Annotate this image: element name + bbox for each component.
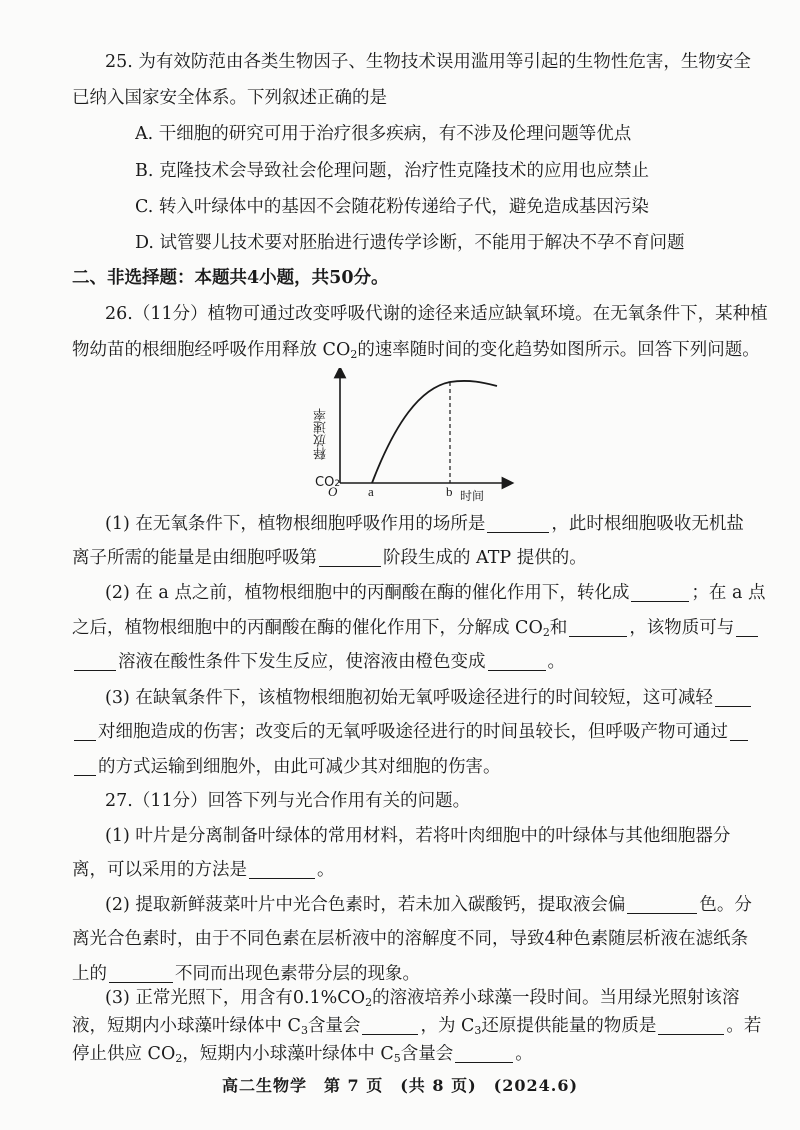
- subscript: 5: [393, 1052, 401, 1065]
- text: ，此时根细胞吸收无机盐: [551, 514, 744, 534]
- answer-blank[interactable]: [569, 618, 627, 637]
- subscript: 3: [474, 1024, 482, 1037]
- text: 不同而出现色素带分层的现象。: [175, 964, 420, 984]
- subscript: 3: [300, 1024, 308, 1037]
- text: 色。分: [699, 895, 752, 915]
- text: 对细胞造成的伤害；改变后的无氧呼吸途径进行的时间虽较长，但呼吸产物可通过: [98, 722, 728, 742]
- text: 的方式运输到细胞外，由此可减少其对细胞的伤害。: [98, 757, 501, 777]
- q26-p2-line-3: [72, 648, 772, 676]
- y-axis-label: [312, 380, 331, 488]
- text: (3) 正常光照下，用含有0.1%CO: [105, 988, 366, 1008]
- text: 和: [549, 618, 568, 638]
- text: 。: [547, 652, 565, 672]
- text: ，该物质可与: [629, 618, 735, 638]
- q26-p1-line-1: [105, 510, 800, 538]
- answer-blank[interactable]: [362, 1016, 418, 1035]
- q26-p3-line-1: [105, 684, 800, 712]
- answer-blank[interactable]: [658, 1016, 724, 1035]
- page-footer: 高二生物学 第 7 页 (共 8 页) (2024.6): [221, 1076, 579, 1095]
- q25-option-b[interactable]: B. 克隆技术会导致社会伦理问题，治疗性克隆技术的应用也应禁止: [135, 161, 649, 181]
- text: 之后，植物根细胞中的丙酮酸在酶的催化作用下，分解成 CO: [72, 618, 543, 638]
- graph-svg: [310, 368, 520, 506]
- q27-p2-line-1: [105, 891, 800, 919]
- text: 停止供应 CO: [72, 1044, 176, 1064]
- q25-option-c[interactable]: C. 转入叶绿体中的基因不会随花粉传递给子代，避免造成基因污染: [135, 197, 649, 217]
- text: 还原提供能量的物质是: [481, 1016, 657, 1036]
- q25-option-a[interactable]: A. 干细胞的研究可用于治疗很多疾病，有不涉及伦理问题等优点: [135, 124, 632, 144]
- q25-stem-line-1: 25. 为有效防范由各类生物因子、生物技术误用滥用等引起的生物性危害，生物安全: [105, 52, 751, 72]
- subscript: 2: [334, 479, 341, 489]
- text: (2) 提取新鲜菠菜叶片中光合色素时，若未加入碳酸钙，提取液会偏: [105, 895, 626, 915]
- q26-stem-line-1: 26.（11分）植物可通过改变呼吸代谢的途径来适应缺氧环境。在无氧条件下，某种植: [105, 304, 768, 324]
- text: 。: [515, 1044, 533, 1064]
- answer-blank[interactable]: [736, 618, 758, 637]
- tick-a-label: a: [368, 484, 374, 499]
- rate-curve: [372, 381, 497, 483]
- text: (2) 在 a 点之前，植物根细胞中的丙酮酸在酶的催化作用下，转化成: [105, 583, 630, 603]
- q27-p2-line-2: 离光合色素时，由于不同色素在层析液中的溶解度不同，导致4种色素随层析液在滤纸条: [72, 929, 749, 949]
- q26-p2-line-1: [105, 579, 800, 607]
- text: 。: [317, 860, 335, 880]
- q26-stem-text: 的速率随时间的变化趋势如图所示。回答下列问题。: [357, 340, 760, 360]
- answer-blank[interactable]: [319, 548, 381, 567]
- subscript: 2: [175, 1052, 183, 1065]
- q26-p3-line-3: [72, 753, 772, 781]
- y-axis-co2-text: CO: [315, 475, 335, 490]
- text: ；在 a 点: [691, 583, 766, 603]
- text: (3) 在缺氧条件下，该植物根细胞初始无氧呼吸途径进行的时间较短，这可减轻: [105, 688, 713, 708]
- x-axis-label: 时间: [460, 489, 485, 503]
- q27-p1-line-1: (1) 叶片是分离制备叶绿体的常用材料，若将叶肉细胞中的叶绿体与其他细胞器分: [105, 826, 731, 846]
- text: 阶段生成的 ATP 提供的。: [383, 548, 587, 568]
- answer-blank[interactable]: [74, 757, 96, 776]
- subscript: 2: [365, 996, 373, 1009]
- text: 液，短期内小球藻叶绿体中 C: [72, 1016, 301, 1036]
- q26-p1-line-2: [72, 544, 772, 572]
- answer-blank[interactable]: [109, 964, 173, 983]
- answer-blank[interactable]: [74, 652, 116, 671]
- section-heading: 二、非选择题：本题共4小题，共50分。: [72, 268, 389, 288]
- answer-blank[interactable]: [631, 583, 689, 602]
- text: ，为 C: [420, 1016, 475, 1036]
- answer-blank[interactable]: [730, 722, 748, 741]
- q27-stem: 27.（11分）回答下列与光合作用有关的问题。: [105, 791, 471, 811]
- y-axis-label-text: 释放速率: [314, 408, 329, 460]
- text: 溶液在酸性条件下发生反应，使溶液由橙色变成: [118, 652, 486, 672]
- text: (1) 在无氧条件下，植物根细胞呼吸作用的场所是: [105, 514, 486, 534]
- answer-blank[interactable]: [249, 860, 315, 879]
- q25-option-d[interactable]: D. 试管婴儿技术要对胚胎进行遗传学诊断，不能用于解决不孕不育问题: [135, 233, 685, 253]
- y-axis-co2: [315, 475, 340, 490]
- subscript: 2: [350, 348, 358, 361]
- origin-label: O: [328, 484, 338, 499]
- text: ，短期内小球藻叶绿体中 C: [182, 1044, 394, 1064]
- q26-stem-text: 物幼苗的根细胞经呼吸作用释放 CO: [72, 340, 351, 360]
- text: 上的: [72, 964, 107, 984]
- answer-blank[interactable]: [487, 514, 549, 533]
- text: 离，可以采用的方法是: [72, 860, 247, 880]
- text: 含量会: [400, 1044, 454, 1064]
- text: 。若: [726, 1016, 762, 1036]
- co2-rate-graph: [310, 368, 520, 506]
- answer-blank[interactable]: [627, 895, 697, 914]
- q26-stem-line-2: [72, 336, 772, 369]
- q26-p2-line-2: [72, 614, 772, 647]
- text: 的溶液培养小球藻一段时间。当用绿光照射该溶: [372, 988, 740, 1008]
- subscript: 2: [542, 626, 550, 639]
- q27-p3-line-3: [72, 1040, 772, 1073]
- answer-blank[interactable]: [715, 688, 751, 707]
- q27-p1-line-2: [72, 856, 772, 884]
- answer-blank[interactable]: [455, 1044, 513, 1063]
- answer-blank[interactable]: [74, 722, 96, 741]
- text: 含量会: [307, 1016, 361, 1036]
- text: 离子所需的能量是由细胞呼吸第: [72, 548, 317, 568]
- q26-p3-line-2: [72, 718, 772, 746]
- tick-b-label: b: [446, 484, 453, 499]
- q25-stem-line-2: 已纳入国家安全体系。下列叙述正确的是: [72, 88, 387, 108]
- answer-blank[interactable]: [488, 652, 546, 671]
